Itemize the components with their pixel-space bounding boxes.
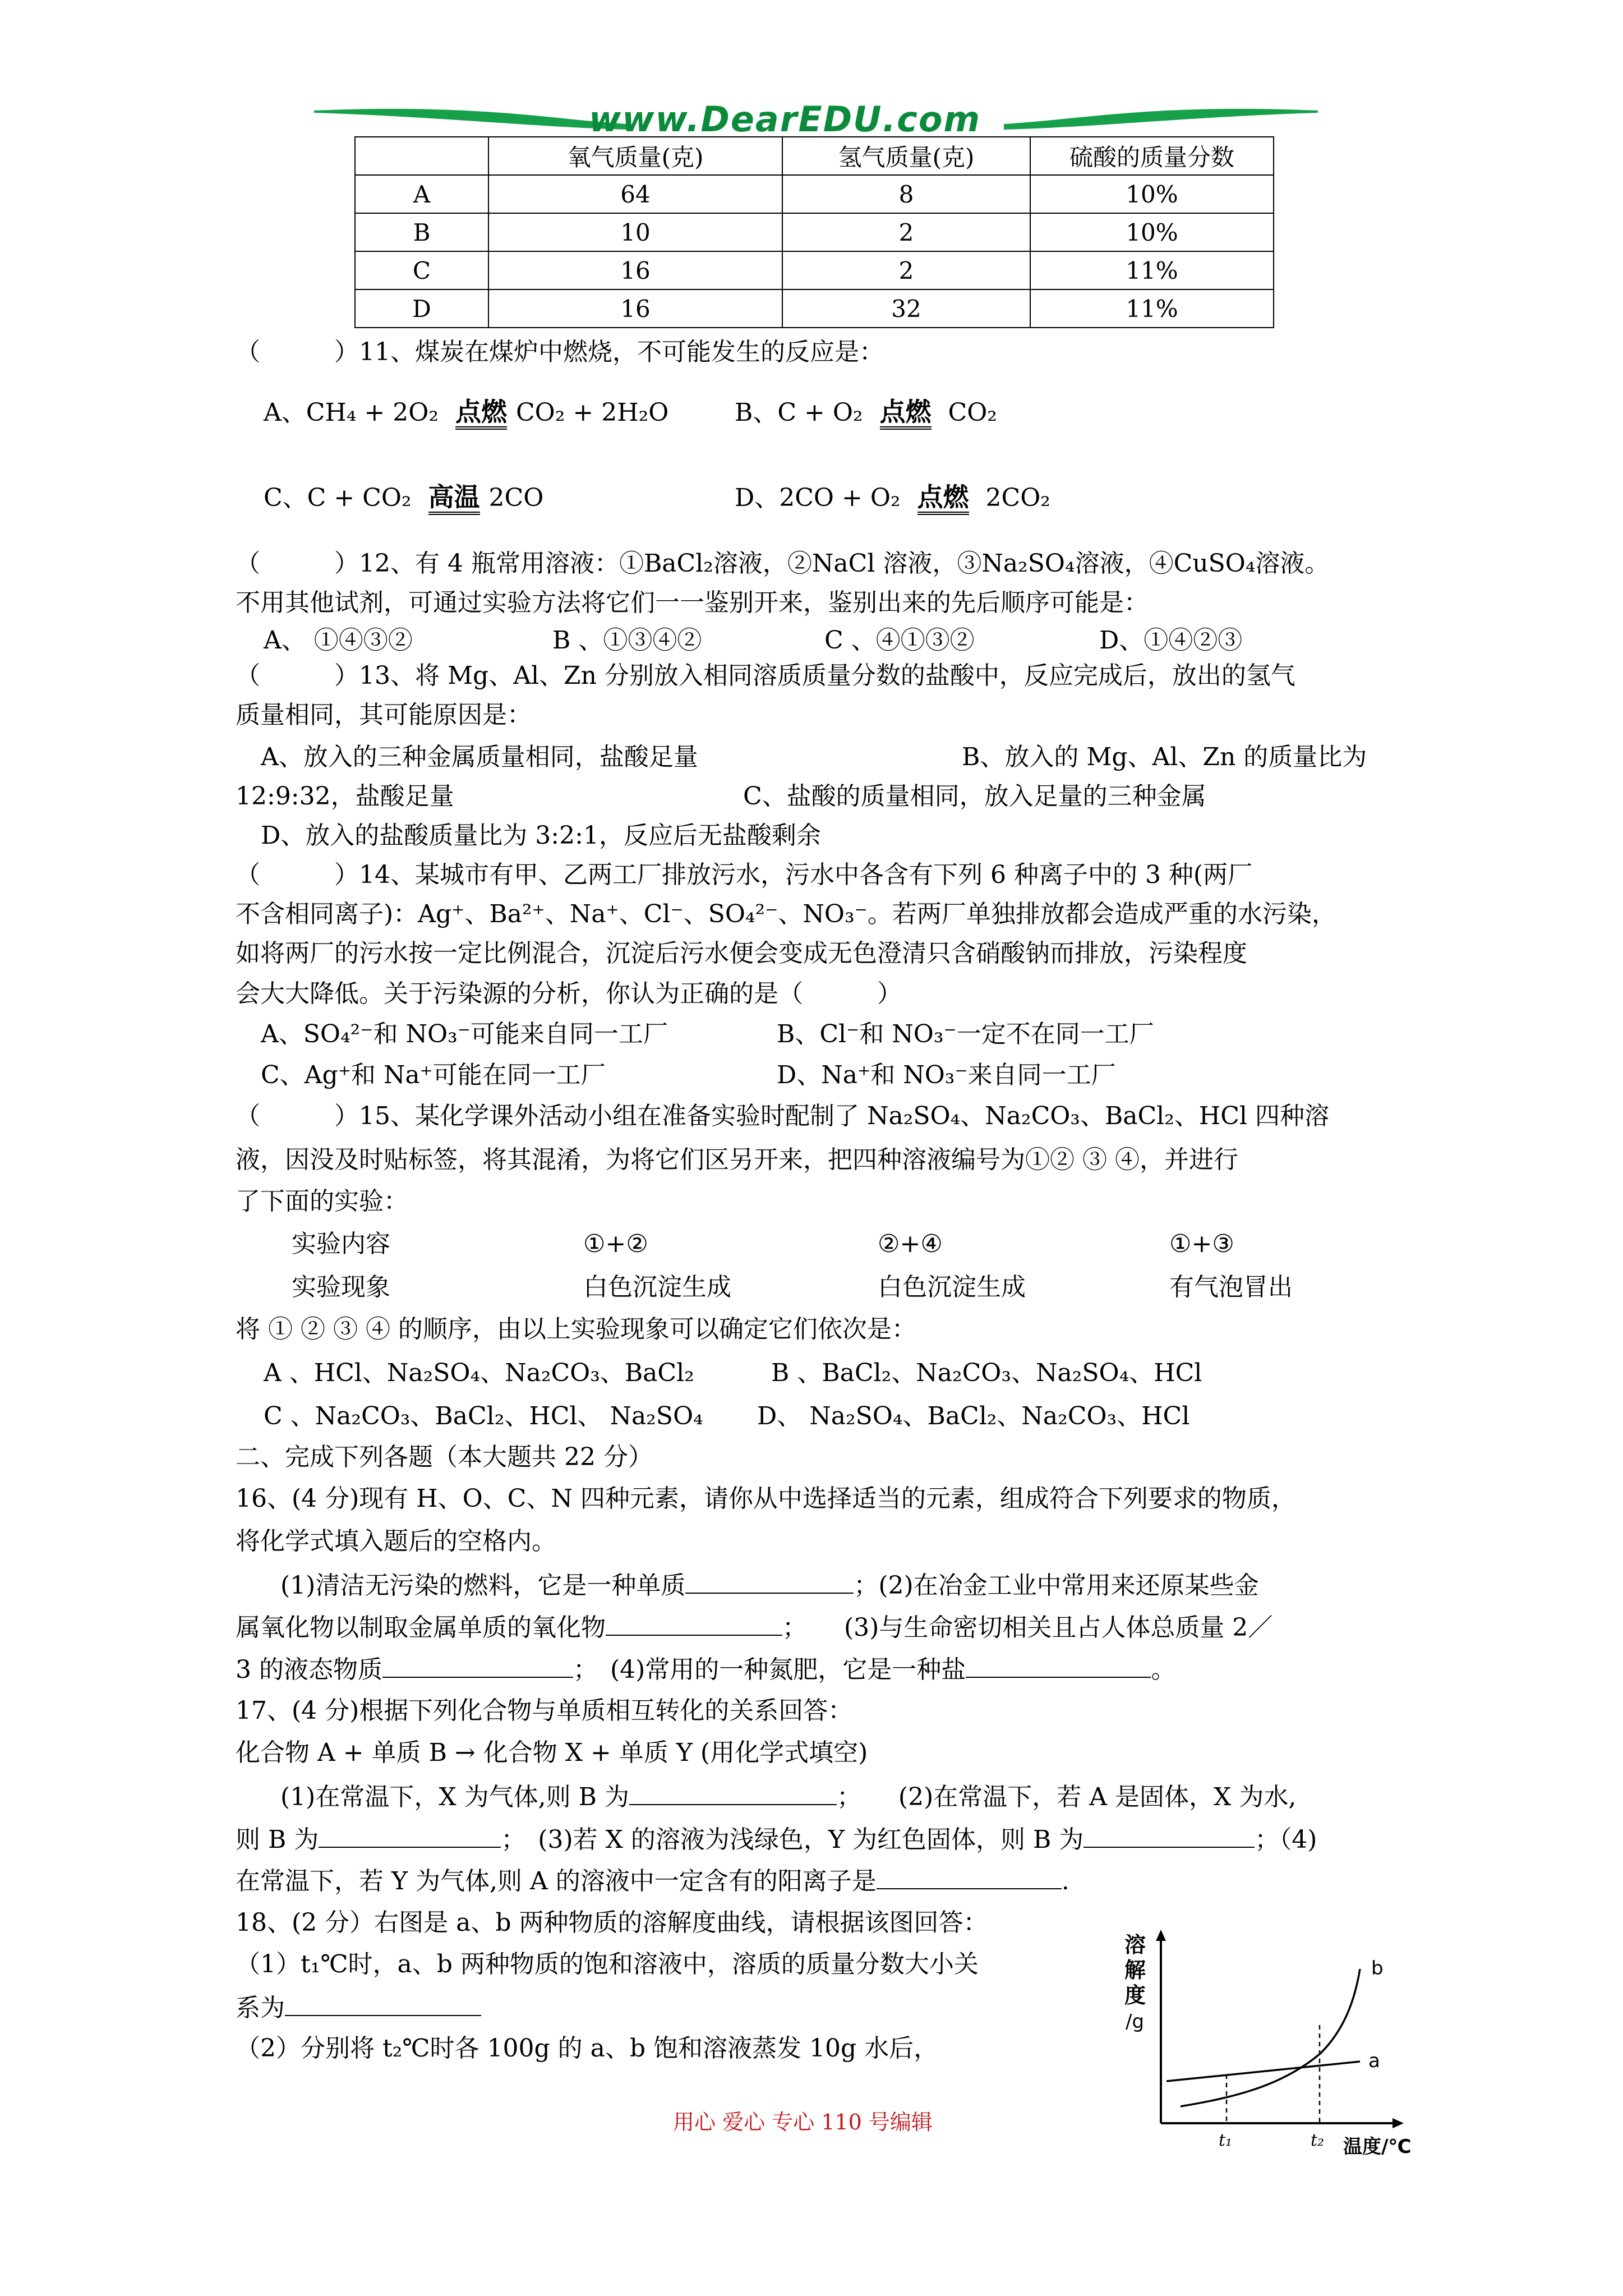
experiment-cell: ①+③ <box>1169 1230 1234 1258</box>
y-label: /g <box>1126 2010 1145 2033</box>
q18-line: （2）分别将 t₂℃时各 100g 的 a、b 饱和溶液蒸发 10g 水后， <box>236 2034 939 2063</box>
q13-option-c: C、盐酸的质量相同，放入足量的三种金属 <box>743 782 1206 811</box>
experiment-cell: 白色沉淀生成 <box>878 1273 1026 1301</box>
q12-option-a: A、 ①④③② <box>264 626 413 655</box>
q13-option-d: D、放入的盐酸质量比为 3:2:1，反应后无盐酸剩余 <box>261 821 821 850</box>
option-text: A、CH₄ + 2O₂ <box>264 398 446 427</box>
option-text: D、2CO + O₂ <box>735 484 909 512</box>
table-header-row <box>355 137 1274 175</box>
answer-blank[interactable] <box>685 1568 854 1594</box>
question-text: ； (2)在常温下，若 A 是固体，X 为水, <box>836 1783 1297 1811</box>
q15-line: 将 ① ② ③ ④ 的顺序，由以上实验现象可以确定它们依次是： <box>236 1315 916 1343</box>
question-text: 3 的液态物质 <box>236 1655 382 1684</box>
question-text: ； (3)与生命密切相关且占人体总质量 2／ <box>782 1613 1273 1642</box>
q12-line: 不用其他试剂，可通过实验方法将它们一一鉴别开来，鉴别出来的先后顺序可能是： <box>236 588 1149 617</box>
q11-option-b <box>735 396 997 430</box>
answer-blank[interactable] <box>966 1652 1151 1678</box>
question-text: 在常温下，若 Y 为气体,则 A 的溶液中一定含有的阳离子是 <box>236 1867 877 1895</box>
answer-blank[interactable] <box>382 1652 573 1678</box>
q16-line <box>280 1568 1259 1603</box>
reaction-condition: 点燃 <box>880 397 932 430</box>
table-cell: 16 <box>488 289 782 328</box>
table-cell: 32 <box>782 289 1030 328</box>
question-text: 。 <box>1151 1655 1176 1684</box>
q15-option-b: B 、BaCl₂、Na₂CO₃、Na₂SO₄、HCl <box>771 1359 1202 1387</box>
q14-option-d: D、Na⁺和 NO₃⁻来自同一工厂 <box>777 1061 1116 1089</box>
question-text: (1)在常温下，X 为气体,则 B 为 <box>280 1783 629 1811</box>
table-cell: 8 <box>782 175 1030 213</box>
table-row <box>355 213 1274 251</box>
experiment-label: 实验内容 <box>292 1230 390 1258</box>
q17-line <box>236 1822 1317 1857</box>
table-row <box>355 289 1274 328</box>
table-cell <box>355 137 488 175</box>
solubility-graph <box>1096 1918 1444 2160</box>
q18-line: （1）t₁℃时，a、b 两种物质的饱和溶液中，溶质的质量分数大小关 <box>236 1950 979 1978</box>
q15-line: 液，因没及时贴标签，将其混淆，为将它们区另开来，把四种溶液编号为①② ③ ④，并进行 <box>236 1145 1238 1174</box>
answer-blank[interactable] <box>606 1610 782 1636</box>
q14-line: 不含相同离子)：Ag⁺、Ba²⁺、Na⁺、Cl⁻、SO₄²⁻、NO₃⁻。若两厂单独排放都会造成严重的水污染， <box>236 900 1336 928</box>
q13-line: 质量相同，其可能原因是： <box>236 701 532 729</box>
data-table <box>354 136 1274 328</box>
q15-line: 了下面的实验： <box>236 1187 408 1216</box>
q17-line: 化合物 A + 单质 B → 化合物 X + 单质 Y (用化学式填空) <box>236 1738 868 1767</box>
reaction-condition: 点燃 <box>917 482 969 515</box>
option-text: CO₂ <box>940 398 997 427</box>
y-label: 溶 <box>1124 1932 1146 1957</box>
y-axis-arrow <box>1156 1930 1166 1941</box>
table-cell: 10% <box>1030 175 1274 213</box>
q15-line: （ ）15、某化学课外活动小组在准备实验时配制了 Na₂SO₄、Na₂CO₃、BaCl₂、HCl 四种溶 <box>236 1102 1329 1130</box>
curve-b <box>1181 1969 1360 2106</box>
answer-blank[interactable] <box>877 1864 1062 1889</box>
q16-line: 将化学式填入题后的空格内。 <box>236 1527 556 1556</box>
q12-line: （ ）12、有 4 瓶常用溶液：①BaCl₂溶液，②NaCl 溶液，③Na₂SO₄溶液，④CuSO₄溶液。 <box>236 549 1330 578</box>
table-cell: B <box>355 213 488 251</box>
table-cell: 10% <box>1030 213 1274 251</box>
q12-option-b: B 、①③④② <box>552 626 702 655</box>
table-cell: 2 <box>782 251 1030 289</box>
line-a <box>1166 2062 1360 2081</box>
q12-option-c: C 、④①③② <box>824 626 975 655</box>
q12-option-d: D、①④②③ <box>1099 626 1243 655</box>
section-heading: 二、完成下列各题（本大题共 22 分） <box>236 1443 653 1471</box>
q16-line: 16、(4 分)现有 H、O、C、N 四种元素，请你从中选择适当的元素，组成符合下列要求的物质， <box>236 1484 1296 1513</box>
table-row <box>355 251 1274 289</box>
table-cell: 64 <box>488 175 782 213</box>
question-text: ；(2)在冶金工业中常用来还原某些金 <box>854 1571 1259 1600</box>
question-text: 则 B 为 <box>236 1825 319 1854</box>
question-text: (1)清洁无污染的燃料，它是一种单质 <box>280 1571 686 1600</box>
table-cell: 氧气质量(克) <box>488 137 782 175</box>
t2-label: t₂ <box>1311 2131 1325 2150</box>
x-label: 温度/℃ <box>1343 2136 1412 2158</box>
table-cell: 16 <box>488 251 782 289</box>
q14-option-a: A、SO₄²⁻和 NO₃⁻可能来自同一工厂 <box>261 1020 668 1048</box>
q14-option-c: C、Ag⁺和 Na⁺可能在同一工厂 <box>261 1061 606 1089</box>
q11-option-c <box>264 481 543 515</box>
experiment-label: 实验现象 <box>292 1273 390 1301</box>
question-text: 系为 <box>236 1994 285 2022</box>
q11-option-a <box>264 396 668 430</box>
answer-blank[interactable] <box>319 1822 501 1848</box>
question-text: ； (3)若 X 的溶液为浅绿色，Y 为红色固体，则 B 为 <box>501 1825 1084 1854</box>
experiment-cell: 白色沉淀生成 <box>583 1273 731 1301</box>
x-axis-arrow <box>1393 2118 1404 2128</box>
q13-line: 12:9:32，盐酸足量 <box>236 782 454 811</box>
y-label: 度 <box>1124 1983 1146 2008</box>
table-cell: 2 <box>782 213 1030 251</box>
question-text: ；（4) <box>1255 1825 1317 1854</box>
option-text: C、C + CO₂ <box>264 484 419 512</box>
option-text: 2CO <box>488 484 544 512</box>
q14-line: （ ）14、某城市有甲、乙两工厂排放污水，污水中各含有下列 6 种离子中的 3 种(两厂 <box>236 861 1253 889</box>
option-text: B、C + O₂ <box>735 398 871 427</box>
q15-option-a: A 、HCl、Na₂SO₄、Na₂CO₃、BaCl₂ <box>264 1359 694 1387</box>
q15-option-d: D、 Na₂SO₄、BaCl₂、Na₂CO₃、HCl <box>757 1402 1190 1430</box>
option-text: CO₂ + 2H₂O <box>515 398 669 427</box>
q18-line <box>236 1990 481 2025</box>
q17-line: 17、(4 分)根据下列化合物与单质相互转化的关系回答： <box>236 1696 853 1725</box>
table-cell: 11% <box>1030 251 1274 289</box>
table-cell: A <box>355 175 488 213</box>
q17-line <box>280 1779 1296 1814</box>
table-cell: 氢气质量(克) <box>782 137 1030 175</box>
option-text: 2CO₂ <box>978 484 1050 512</box>
experiment-cell: ②+④ <box>878 1230 943 1258</box>
experiment-cell: 有气泡冒出 <box>1169 1273 1293 1301</box>
table-cell: 硫酸的质量分数 <box>1030 137 1274 175</box>
t1-label: t₁ <box>1219 2131 1233 2150</box>
q15-option-c: C 、Na₂CO₃、BaCl₂、HCl、 Na₂SO₄ <box>264 1402 703 1430</box>
q17-line <box>236 1864 1069 1898</box>
question-text: ； (4)常用的一种氮肥，它是一种盐 <box>573 1655 966 1684</box>
q13-option-b: B、放入的 Mg、Al、Zn 的质量比为 <box>962 743 1367 771</box>
q14-line: 会大大降低。关于污染源的分析，你认为正确的是（ ） <box>236 979 902 1008</box>
footer-note: 用心 爱心 专心 110 号编辑 <box>673 2110 933 2134</box>
question-text: . <box>1061 1867 1069 1895</box>
question-text: 属氧化物以制取金属单质的氧化物 <box>236 1613 606 1642</box>
table-cell: D <box>355 289 488 328</box>
table-cell: 10 <box>488 213 782 251</box>
q14-option-b: B、Cl⁻和 NO₃⁻一定不在同一工厂 <box>777 1020 1154 1048</box>
table-row <box>355 175 1274 213</box>
q13-line: （ ）13、将 Mg、Al、Zn 分别放入相同溶质质量分数的盐酸中，反应完成后，放出的氢气 <box>236 661 1295 690</box>
answer-blank[interactable] <box>629 1779 837 1805</box>
experiment-cell: ①+② <box>583 1230 648 1258</box>
q11-stem: （ ）11、煤炭在煤炉中燃烧，不可能发生的反应是： <box>236 338 884 366</box>
y-label: 解 <box>1124 1958 1146 1982</box>
site-logo: www.DearEDU.com <box>589 99 981 140</box>
answer-blank[interactable] <box>1083 1822 1255 1848</box>
q13-option-a: A、放入的三种金属质量相同，盐酸足量 <box>261 743 698 771</box>
answer-blank[interactable] <box>285 1990 481 2016</box>
q16-line <box>236 1610 1272 1645</box>
reaction-condition: 高温 <box>428 482 480 515</box>
q14-line: 如将两厂的污水按一定比例混合，沉淀后污水便会变成无色澄清只含硝酸钠而排放，污染程度 <box>236 939 1247 968</box>
q16-line <box>236 1652 1175 1687</box>
q18-line: 18、(2 分）右图是 a、b 两种物质的溶解度曲线，请根据该图回答： <box>236 1908 988 1937</box>
table-cell: C <box>355 251 488 289</box>
table-cell: 11% <box>1030 289 1274 328</box>
line-a-label: a <box>1368 2050 1380 2072</box>
q11-option-d <box>735 481 1050 515</box>
curve-b-label: b <box>1371 1957 1384 1980</box>
reaction-condition: 点燃 <box>455 397 507 430</box>
